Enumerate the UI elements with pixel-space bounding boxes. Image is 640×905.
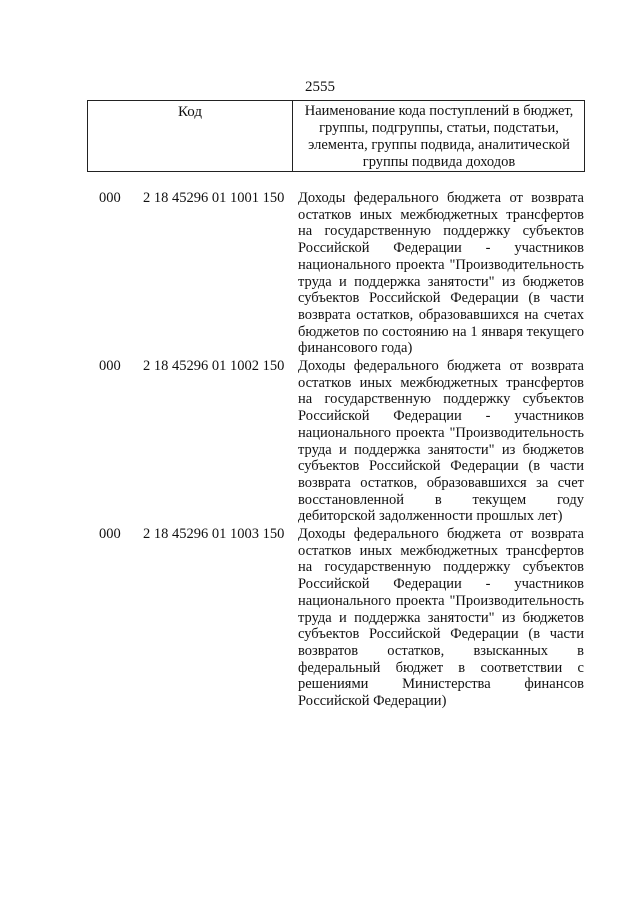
header-name-label [294,103,584,171]
description-line: национального проекта "Производительность [298,424,584,441]
header-code-label: Код [178,104,202,120]
description-line: труда и поддержка занятости" из бюджетов [298,273,584,290]
description-line: национального проекта "Производительность [298,592,584,609]
income-description [298,358,584,525]
admin-code: 000 [99,526,121,542]
description-line: Российской Федерации - участников [298,408,584,425]
header-name-line: группы, подгруппы, статьи, подстатьи, [319,120,559,136]
header-name-line: группы подвида доходов [362,154,516,170]
description-line: национального проекта "Производительность [298,256,584,273]
description-line: остатков иных межбюджетных трансфертов [298,542,584,559]
description-line: остатков иных межбюджетных трансфертов [298,206,584,223]
description-line: финансового года) [298,340,413,357]
income-description [298,526,584,710]
description-line: восстановленной в текущем году [298,491,584,508]
description-line: субъектов Российской Федерации (в части [298,626,584,643]
page-number: 2555 [305,79,335,95]
income-code: 2 18 45296 01 1002 150 [143,358,285,374]
description-line: Российской Федерации - участников [298,240,584,257]
description-line: федеральный бюджет в соответствии с [298,659,584,676]
description-line: Российской Федерации - участников [298,576,584,593]
description-line: субъектов Российской Федерации (в части [298,458,584,475]
description-line: возврата остатков, образовавшихся на счетах [298,306,584,323]
description-line: остатков иных межбюджетных трансфертов [298,374,584,391]
description-line: возврата остатков, образовавшихся за счет [298,474,584,491]
description-line: на государственную поддержку субъектов [298,559,584,576]
description-line: субъектов Российской Федерации (в части [298,290,584,307]
description-line: на государственную поддержку субъектов [298,223,584,240]
income-description [298,190,584,357]
description-line: решениями Министерства финансов [298,676,584,693]
description-line: дебиторской задолженности прошлых лет) [298,508,563,525]
table-header [87,100,585,172]
header-name-line: Наименование кода поступлений в бюджет, [304,103,574,119]
admin-code: 000 [99,190,121,206]
description-line: Доходы федерального бюджета от возврата [298,190,584,206]
description-line: Доходы федерального бюджета от возврата [298,526,584,542]
description-line: Доходы федерального бюджета от возврата [298,358,584,374]
description-line: труда и поддержка занятости" из бюджетов [298,609,584,626]
description-line: Российской Федерации) [298,693,447,710]
description-line: на государственную поддержку субъектов [298,391,584,408]
admin-code: 000 [99,358,121,374]
description-line: труда и поддержка занятости" из бюджетов [298,441,584,458]
description-line: бюджетов по состоянию на 1 января текущего [298,323,584,340]
income-code: 2 18 45296 01 1003 150 [143,526,285,542]
income-code: 2 18 45296 01 1001 150 [143,190,285,206]
description-line: возвратов остатков, взысканных в [298,642,584,659]
header-column-divider [292,101,293,171]
header-name-line: элемента, группы подвида, аналитической [308,137,570,153]
